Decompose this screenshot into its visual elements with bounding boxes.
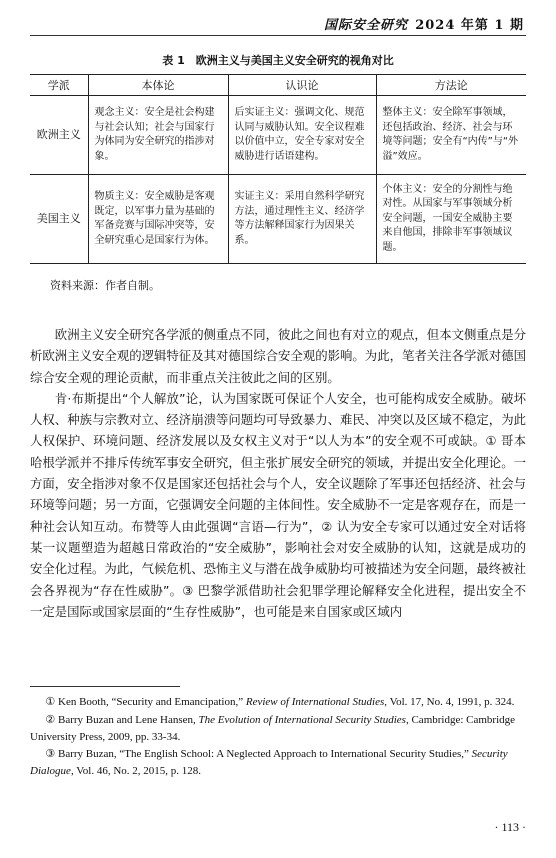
body-text [30, 324, 526, 622]
footnote-rule [30, 686, 180, 687]
table-row [30, 175, 526, 264]
cell-methodology [376, 96, 526, 175]
footnote-text: , Vol. 46, No. 2, 2015, p. 128. [70, 765, 202, 778]
paragraph: 肯·布斯提出“个人解放”论，认为国家既可保证个人安全，也可能构成安全威胁。破坏人权、种族与宗教对立、经济崩溃等问题均可导致暴力、难民、冲突以及区域不稳定，为此人权保护、环境问题、经济发展以及女权主义对于“以人为本”的安全观不可或缺。① 哥本哈根学派并不排斥传统军事安全研究，但主张扩展安全研究的领域，并提出安全化理论。一方面，安全指涉对象不仅是国家还包括社会与个人，安全议题除了军事还包括经济、社会与环境等问题；另一方面，它强调安全问题的主体间性。安全威胁不一定是客观存在，而是一种社会认知互动。布赞等人由此强调“言语—行为”，② 认为安全专家可以通过安全对话将某一议题塑造为超越日常政治的“安全威胁”，影响社会对安全威胁的认知，这就是成功的安全化过程。为此，气候危机、恐怖主义与潜在战争威胁均可被描述为安全问题，最终被社会各界视为“存在性威胁”。③ 巴黎学派借助社会犯罪学理论解释安全化进程，提出安全不一定是国际或国家层面的“生存性威胁”，也可能是来自国家或区域内 [30, 390, 526, 619]
cell-ontology [88, 96, 228, 175]
footnote-text: ③ Barry Buzan, “The English School: A Neglected Approach to International Security Studies,” [45, 748, 472, 761]
cell-text: 整体主义：安全除军事领域，还包括政治、经济、社会与环境等问题；安全有“内传”与“外溢”效应。 [382, 107, 519, 162]
cell-text: 物质主义：安全威胁是客观既定，以军事力量为基础的军备竞赛与国际冲突等，安全研究重心是国家行为体。 [94, 191, 215, 246]
footnote [30, 712, 526, 746]
cell-epistemology [228, 175, 376, 264]
footnote-text: , Cambridge: Cambridge University Press, 2009, pp. 33-34. [30, 713, 516, 743]
table-caption: 表 1 欧洲主义与美国主义安全研究的视角对比 [162, 54, 394, 67]
footnote-text: ① Ken Booth, “Security and Emancipation,” [45, 696, 246, 708]
footnote-title: The Evolution of International Security Studies [198, 713, 406, 726]
header-epistemology: 认识论 [228, 75, 376, 96]
cell-school: 欧洲主义 [30, 96, 88, 175]
cell-school: 美国主义 [30, 175, 88, 264]
cell-text: 个体主义：安全的分割性与绝对性。从国家与军事领域分析安全问题，一国安全威胁主要来自他国，排除非军事领域议题。 [382, 183, 513, 253]
comparison-table [30, 74, 526, 264]
table-row [30, 96, 526, 175]
footnote-text: ② Barry Buzan and Lene Hansen, [45, 713, 199, 726]
cell-ontology [88, 175, 228, 264]
header-ontology: 本体论 [88, 75, 228, 96]
footnote-title: Security Dialogue [30, 748, 508, 778]
header-school: 学派 [30, 75, 88, 96]
issue-label: 2024 年第 1 期 [415, 18, 524, 33]
footnote-title: Review of International Studies [245, 696, 385, 708]
header-methodology: 方法论 [376, 75, 526, 96]
journal-title: 国际安全研究 [323, 18, 408, 33]
footnote [30, 694, 526, 711]
footnote-text: , Vol. 17, No. 4, 1991, p. 324. [384, 696, 515, 708]
header-rule [30, 35, 526, 36]
table-source-note: 资料来源：作者自制。 [50, 279, 160, 292]
table-header-row [30, 75, 526, 96]
footnotes [30, 694, 526, 781]
cell-methodology [376, 175, 526, 264]
cell-text: 实证主义：采用自然科学研究方法，通过理性主义、经济学等方法解释国家行为因果关系。 [234, 191, 365, 246]
running-header [30, 8, 526, 36]
paragraph: 欧洲主义安全研究各学派的侧重点不同，彼此之间也有对立的观点，但本文侧重点是分析欧洲主义安全观的逻辑特征及其对德国综合安全观的影响。为此，笔者关注各学派对德国综合安全观的理论贡献，而非重点关注彼此之间的区别。 [30, 327, 526, 385]
cell-epistemology [228, 96, 376, 175]
page-number: · 113 · [494, 820, 526, 834]
footnote [30, 746, 526, 780]
cell-text: 观念主义：安全是社会构建与社会认知；社会与国家行为体同为安全研究的指涉对象。 [94, 107, 215, 162]
cell-text: 后实证主义：强调文化、规范认同与威胁认知。安全议程难以价值中立，安全专家对安全威胁进行话语建构。 [234, 107, 365, 162]
